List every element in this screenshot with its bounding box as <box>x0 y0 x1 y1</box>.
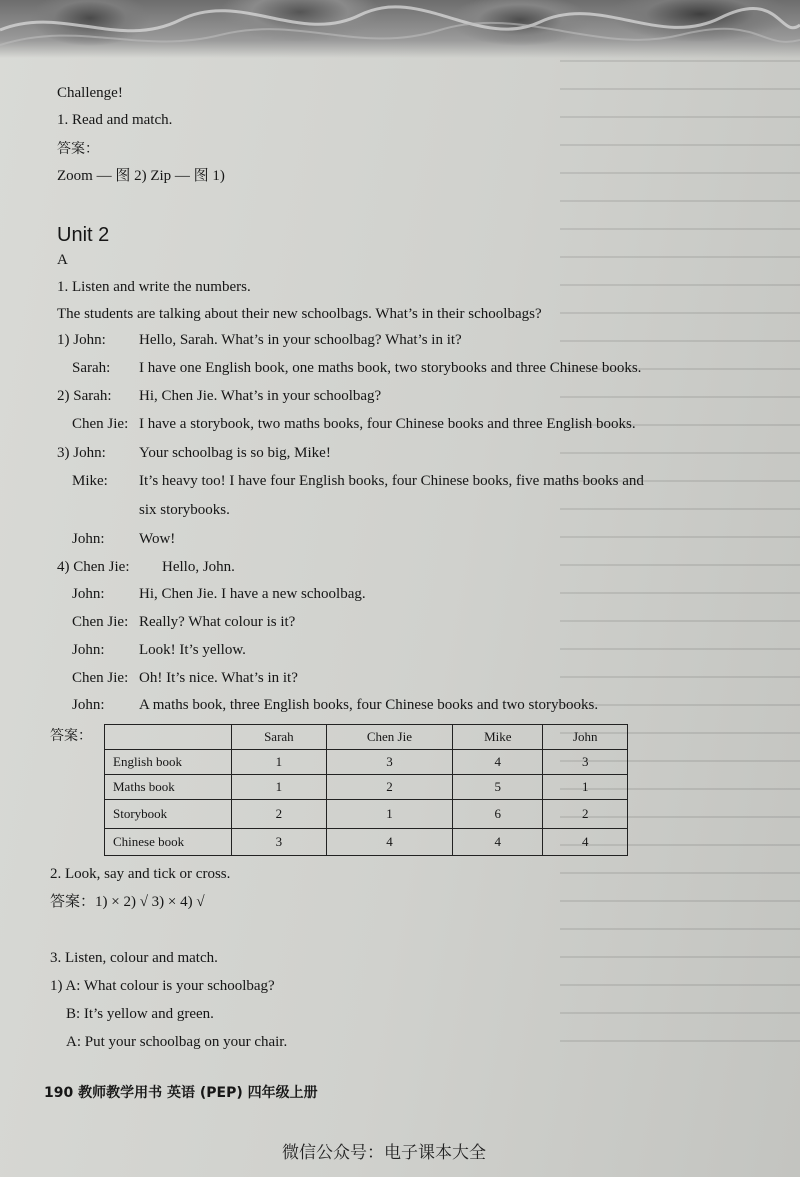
dialogue-text: Hi, Chen Jie. What’s in your schoolbag? <box>139 388 382 404</box>
table-row <box>105 775 628 800</box>
table-header-cell: Mike <box>453 725 543 750</box>
table-header-row <box>105 725 628 750</box>
table-row <box>105 829 628 856</box>
dialogue-speaker: Chen Jie: <box>72 614 129 630</box>
table-row-label: Storybook <box>105 800 232 829</box>
dialogue-speaker: John: <box>72 642 105 658</box>
table-cell: 4 <box>453 750 543 775</box>
dialogue-text: I have a storybook, two maths books, four Chinese books and three English books. <box>139 416 636 432</box>
dialogue-text: It’s heavy too! I have four English books, four Chinese books, five maths books and <box>139 473 644 489</box>
bleed-through-text <box>560 60 800 1060</box>
table-cell: 3 <box>326 750 452 775</box>
table-cell: 1 <box>232 775 327 800</box>
dialogue-speaker: 4) Chen Jie: <box>57 559 130 575</box>
dialogue-speaker: 1) John: <box>57 332 106 348</box>
page-footer-info: 190 教师教学用书 英语 (PEP) 四年级上册 <box>44 1085 318 1101</box>
table-cell: 1 <box>543 775 628 800</box>
section-label: A <box>57 252 68 268</box>
dialogue-speaker: John: <box>72 697 105 713</box>
dialogue-text: Look! It’s yellow. <box>139 642 246 658</box>
exercise-2-answer: 答案：1) × 2) √ 3) × 4) √ <box>50 894 205 910</box>
dialogue-text: Wow! <box>139 531 176 547</box>
table-cell: 2 <box>326 775 452 800</box>
dialogue-text: I have one English book, one maths book, two storybooks and three Chinese books. <box>139 360 642 376</box>
table-cell: 2 <box>543 800 628 829</box>
challenge-answer: Zoom — 图 2) Zip — 图 1) <box>57 168 225 184</box>
exercise-2-title: 2. Look, say and tick or cross. <box>50 866 231 882</box>
table-row <box>105 800 628 829</box>
table-cell: 2 <box>232 800 327 829</box>
dialogue-speaker: Mike: <box>72 473 108 489</box>
challenge-title: Challenge! <box>57 85 123 101</box>
table-header-cell: John <box>543 725 628 750</box>
answer-label: 答案： <box>50 728 92 744</box>
table-row <box>105 750 628 775</box>
exercise-3-line: A: Put your schoolbag on your chair. <box>66 1034 288 1050</box>
dialogue-speaker: John: <box>72 586 105 602</box>
dialogue-speaker: Sarah: <box>72 360 111 376</box>
table-header-cell: Chen Jie <box>326 725 452 750</box>
dialogue-text: Really? What colour is it? <box>139 614 296 630</box>
answer-table <box>104 724 628 856</box>
exercise-3-line: 1) A: What colour is your schoolbag? <box>50 978 275 994</box>
dialogue-speaker: Chen Jie: <box>72 416 129 432</box>
table-row-label: Chinese book <box>105 829 232 856</box>
table-cell: 5 <box>453 775 543 800</box>
table-cell: 6 <box>453 800 543 829</box>
dialogue-text: six storybooks. <box>139 502 230 518</box>
dialogue-text: Your schoolbag is so big, Mike! <box>139 445 331 461</box>
dialogue-text: Hello, Sarah. What’s in your schoolbag? What’s in it? <box>139 332 462 348</box>
table-header-cell <box>105 725 232 750</box>
dialogue-speaker: 3) John: <box>57 445 106 461</box>
table-cell: 1 <box>326 800 452 829</box>
table-header-cell: Sarah <box>232 725 327 750</box>
table-cell: 4 <box>326 829 452 856</box>
exercise-3-title: 3. Listen, colour and match. <box>50 950 218 966</box>
top-decorative-border <box>0 0 800 58</box>
table-cell: 4 <box>543 829 628 856</box>
watermark-text: 微信公众号：电子课本大全 <box>282 1143 486 1163</box>
dialogue-text: Hi, Chen Jie. I have a new schoolbag. <box>139 586 366 602</box>
table-row-label: Maths book <box>105 775 232 800</box>
table-cell: 3 <box>543 750 628 775</box>
dialogue-speaker: John: <box>72 531 105 547</box>
table-cell: 4 <box>453 829 543 856</box>
exercise-1-title: 1. Listen and write the numbers. <box>57 279 251 295</box>
dialogue-speaker: Chen Jie: <box>72 670 129 686</box>
dialogue-text: Oh! It’s nice. What’s in it? <box>139 670 298 686</box>
unit-title: Unit 2 <box>57 224 110 246</box>
dialogue-text: Hello, John. <box>162 559 235 575</box>
dialogue-text: A maths book, three English books, four Chinese books and two storybooks. <box>139 697 599 713</box>
exercise-3-line: B: It’s yellow and green. <box>66 1006 214 1022</box>
floral-pattern-icon <box>0 0 800 58</box>
dialogue-speaker: 2) Sarah: <box>57 388 112 404</box>
table-cell: 1 <box>232 750 327 775</box>
challenge-item: 1. Read and match. <box>57 112 173 128</box>
exercise-1-intro: The students are talking about their new schoolbags. What’s in their schoolbags? <box>57 306 542 322</box>
table-row-label: English book <box>105 750 232 775</box>
answer-label: 答案： <box>57 141 99 157</box>
table-cell: 3 <box>232 829 327 856</box>
